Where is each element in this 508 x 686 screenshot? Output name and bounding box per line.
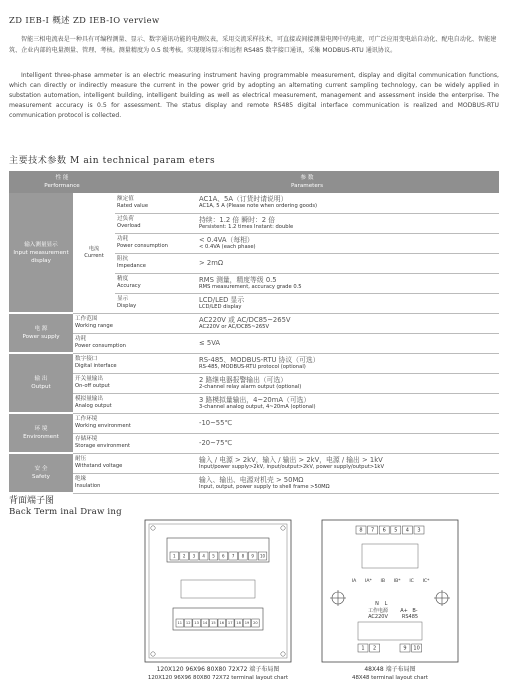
value-cn: -20~75℃	[199, 439, 233, 447]
row-item	[115, 213, 197, 233]
overview-paragraph-cn: 智能三相电流表是一种具有可编程测量、显示、数字通讯功能的电测仪表，采用交流采样技术，可直接或间接测量电网中的电流，可广泛应用变电站自动化、配电自动化、智能建筑、企业内部的电量测量、管理、考核。测量精度为 0.5 级考核。实现现场显示和远程 RS485 数字接口通讯，采集 MODBUS-RTU 通讯协议。	[9, 36, 497, 55]
item-en: Working range	[75, 323, 113, 329]
rs485-label: RS485	[401, 614, 419, 620]
row-item	[73, 373, 197, 393]
terminal-number: 7	[371, 527, 375, 534]
value-en: LCD/LED display	[199, 303, 242, 310]
category-output-en: Output	[31, 384, 51, 390]
item-cn: 工作范围	[75, 316, 98, 323]
item-en: Overload	[117, 223, 141, 229]
params-section-title: 主要技术参数 M ain technical param eters	[9, 156, 216, 166]
value-en: Input/power supply>2kV, input/output>2kV, power supply/output>1kV	[199, 463, 384, 470]
item-cn: 耐压	[75, 456, 87, 463]
row-item	[115, 293, 197, 313]
rs485-b-label: B-	[412, 608, 418, 614]
category-input-en: Input measurement display	[13, 249, 69, 264]
table-row	[9, 453, 499, 473]
terminal-number: 10	[259, 553, 266, 559]
terminal-label: IA*	[365, 579, 372, 584]
meter-outline	[322, 520, 458, 662]
terminal-diagram-large	[143, 518, 293, 683]
header-performance-cn: 性 能	[55, 175, 69, 181]
terminal-number: 15	[211, 621, 216, 626]
table-row	[9, 193, 499, 213]
row-value	[197, 313, 499, 333]
params-table	[9, 171, 499, 494]
power-l-label: L	[384, 601, 388, 607]
category-output-cn: 输 出	[34, 376, 48, 382]
row-value	[197, 473, 499, 493]
value-en: Persistent: 1.2 times Instant: double	[199, 223, 294, 230]
table-row	[9, 413, 499, 433]
item-cn: 功耗	[75, 336, 87, 343]
value-cn: RMS 测量，精度等级 0.5	[199, 275, 277, 284]
value-cn: RS-485、MODBUS-RTU 协议（可选）	[199, 355, 320, 364]
value-cn: ≤ 5VA	[199, 339, 221, 347]
row-item	[73, 333, 197, 353]
value-cn: AC220V 或 AC/DC85~265V	[199, 315, 291, 324]
category-output	[9, 353, 73, 413]
category-environment	[9, 413, 73, 453]
category-input-cn: 输入测量显示	[24, 241, 58, 248]
terminal-number: 11	[177, 621, 183, 626]
value-en: RS-485, MODBUS-RTU protocol (optional)	[199, 363, 306, 370]
item-en: Withstand voltage	[75, 463, 123, 469]
terminal-number: 6	[382, 527, 386, 534]
item-cn: 功耗	[117, 236, 129, 243]
value-cn: 输入、输出、电源对机壳 > 50MΩ	[199, 475, 304, 484]
value-cn: -10~55℃	[199, 419, 233, 427]
power-n-label: N	[375, 601, 379, 607]
value-cn: 3 路模拟量输出，4~20mA（可选）	[199, 395, 311, 404]
table-row	[9, 353, 499, 373]
value-cn: 输入 / 电源 > 2kV，输入 / 输出 > 2kV，电源 / 输出 > 1kV	[199, 455, 383, 464]
row-item	[73, 473, 197, 493]
caption-en: 48X48 terminal layout chart	[352, 675, 428, 681]
caption-cn: 48X48 端子布局图	[364, 666, 416, 673]
row-value	[197, 353, 499, 373]
row-item	[73, 433, 197, 453]
item-cn: 开关量输出	[75, 376, 103, 383]
table-row	[9, 433, 499, 453]
table-row	[9, 313, 499, 333]
category-input	[9, 193, 73, 313]
table-row	[9, 373, 499, 393]
item-cn: 额定值	[117, 196, 134, 203]
row-item	[73, 353, 197, 373]
terminal-number: 4	[202, 553, 205, 559]
item-en: Working environment	[75, 423, 131, 429]
table-row	[9, 473, 499, 493]
terminal-label: IB	[380, 579, 386, 584]
terminal-number: 17	[227, 621, 233, 626]
terminal-number: 14	[202, 621, 208, 626]
terminal-number: 3	[192, 553, 196, 559]
terminal-number: 5	[394, 527, 398, 534]
rs485-a-label: A+	[400, 608, 408, 614]
value-cn: AC1A、5A（订货时请说明）	[199, 195, 288, 204]
item-cn: 存储环境	[75, 436, 98, 443]
row-value	[197, 213, 499, 233]
row-value	[197, 373, 499, 393]
terminal-number: 16	[219, 621, 225, 626]
item-cn: 过负荷	[117, 216, 134, 223]
row-item	[115, 233, 197, 253]
terminal-number: 1	[361, 645, 365, 652]
row-value	[197, 413, 499, 433]
item-en: Storage environment	[75, 443, 130, 449]
value-cn: > 2mΩ	[199, 259, 224, 267]
overview-title: ZD IEB-I 概述 ZD IEB-IO verview	[9, 15, 160, 25]
row-item	[73, 453, 197, 473]
item-en: Digital interface	[75, 363, 117, 369]
item-cn: 工作环境	[75, 416, 98, 423]
header-parameters-en: Parameters	[290, 183, 324, 189]
category-environment-cn: 环 境	[34, 426, 48, 432]
terminal-number: 2	[373, 645, 377, 652]
row-value	[197, 273, 499, 293]
item-en: Analog output	[75, 403, 112, 409]
terminal-number: 9	[403, 645, 407, 652]
row-item	[73, 393, 197, 413]
item-cn: 精度	[117, 276, 129, 283]
terminal-number: 20	[253, 621, 258, 626]
item-en: Accuracy	[117, 283, 141, 289]
terminal-number: 9	[251, 553, 254, 559]
category-safety-cn: 安 全	[34, 466, 48, 472]
row-value	[197, 333, 499, 353]
item-en: Power consumption	[75, 343, 126, 349]
caption-en: 120X120 96X96 80X80 72X72 terminal layout chart	[147, 675, 289, 681]
terminal-number: 8	[241, 553, 245, 559]
back-terminal-title-en: Back Term inal Draw ing	[9, 507, 122, 517]
terminal-number: 1	[173, 553, 176, 559]
terminal-number: 19	[244, 621, 250, 626]
value-en: Input, output, power supply to shell frame >50MΩ	[199, 483, 330, 490]
terminal-number: 10	[413, 645, 420, 652]
item-cn: 绝缘	[75, 476, 87, 483]
row-item	[115, 253, 197, 273]
terminal-diagram-48	[320, 518, 460, 683]
item-cn: 阻抗	[117, 256, 129, 263]
table-row	[9, 333, 499, 353]
terminal-number: 2	[182, 553, 186, 559]
terminal-number: 13	[194, 621, 199, 626]
row-value	[197, 453, 499, 473]
value-cn: < 0.4VA（每相）	[199, 235, 254, 244]
row-value	[197, 433, 499, 453]
item-en: Impedance	[117, 263, 146, 269]
header-performance	[9, 171, 115, 193]
category-environment-en: Environment	[23, 434, 59, 440]
category-power-en: Power supply	[22, 334, 60, 340]
row-value	[197, 253, 499, 273]
header-parameters	[115, 171, 499, 193]
item-cn: 显示	[117, 296, 129, 303]
power-label: AC220V	[368, 614, 388, 620]
terminal-number: 6	[222, 553, 225, 559]
value-cn: 持续：1.2 倍 瞬时：2 倍	[199, 215, 276, 224]
row-value	[197, 233, 499, 253]
row-item	[115, 193, 197, 213]
item-en: Insulation	[75, 483, 101, 489]
category-safety	[9, 453, 73, 493]
value-en: RMS measurement, accuracy grade 0.5	[199, 283, 302, 290]
terminal-label: IB*	[393, 579, 401, 584]
category-power	[9, 313, 73, 353]
item-en: Display	[117, 303, 137, 309]
caption-cn: 120X120 96X96 80X80 72X72 端子布局图	[156, 666, 280, 673]
power-label-cn: 工作电源	[367, 608, 389, 614]
row-value	[197, 293, 499, 313]
item-cn: 模拟量输出	[75, 396, 103, 403]
terminal-label: IC*	[422, 579, 430, 584]
value-en: AC1A, 5 A (Please note when ordering goods)	[199, 203, 318, 210]
terminal-number: 12	[185, 621, 191, 626]
row-item	[115, 273, 197, 293]
item-cn: 数字接口	[75, 356, 98, 363]
value-en: 3-channel analog output, 4~20mA (optional)	[199, 403, 316, 410]
terminal-number: 8	[359, 527, 363, 534]
back-terminal-title-cn: 背面端子图	[9, 496, 55, 506]
terminal-number: 3	[417, 527, 421, 534]
terminal-label: IC	[409, 579, 414, 584]
row-item	[73, 313, 197, 333]
item-en: Rated value	[117, 202, 149, 209]
category-safety-en: Safety	[32, 474, 50, 480]
category-power-cn: 电 源	[34, 326, 48, 332]
item-en: On-off output	[75, 383, 110, 389]
subcategory-current	[73, 193, 115, 313]
terminal-number: 4	[405, 527, 409, 534]
row-value	[197, 393, 499, 413]
item-en: Power consumption	[117, 243, 168, 249]
params-header-row	[9, 171, 499, 193]
terminal-number: 7	[231, 553, 235, 559]
subcategory-current-cn: 电流	[88, 246, 100, 253]
overview-paragraph-en: Intelligent three-phase ammeter is an electric measuring instrument having programmable measurement, display and digital communication functions, which can directly or indirectly measure the current in the power grid by adopting an alternating current sampling technology, can be widely applied in substation automation, intelligent building, intelligent building as well as electrical measurement, management and assessment inside the enterprise. The measurement accuracy is 0.5 for assessment. The status display and remote RS485 digital interface communication is realized and MODBUS-RTU communication protocol is collected.	[9, 72, 499, 119]
table-row	[9, 393, 499, 413]
terminal-number: 5	[212, 553, 215, 559]
terminal-number: 18	[236, 621, 241, 626]
value-en: 2-channel relay alarm output (optional)	[199, 383, 302, 390]
row-item	[73, 413, 197, 433]
row-value	[197, 193, 499, 213]
terminal-label: IA	[351, 579, 357, 584]
value-en: AC220V or AC/DC85~265V	[199, 323, 269, 330]
subcategory-current-en: Current	[84, 252, 104, 259]
header-performance-en: Performance	[44, 183, 80, 189]
header-parameters-cn: 参 数	[300, 175, 314, 181]
value-cn: 2 路继电器报警输出（可选）	[199, 375, 288, 384]
value-en: < 0.4VA (each phase)	[199, 243, 256, 250]
value-cn: LCD/LED 显示	[199, 295, 245, 304]
